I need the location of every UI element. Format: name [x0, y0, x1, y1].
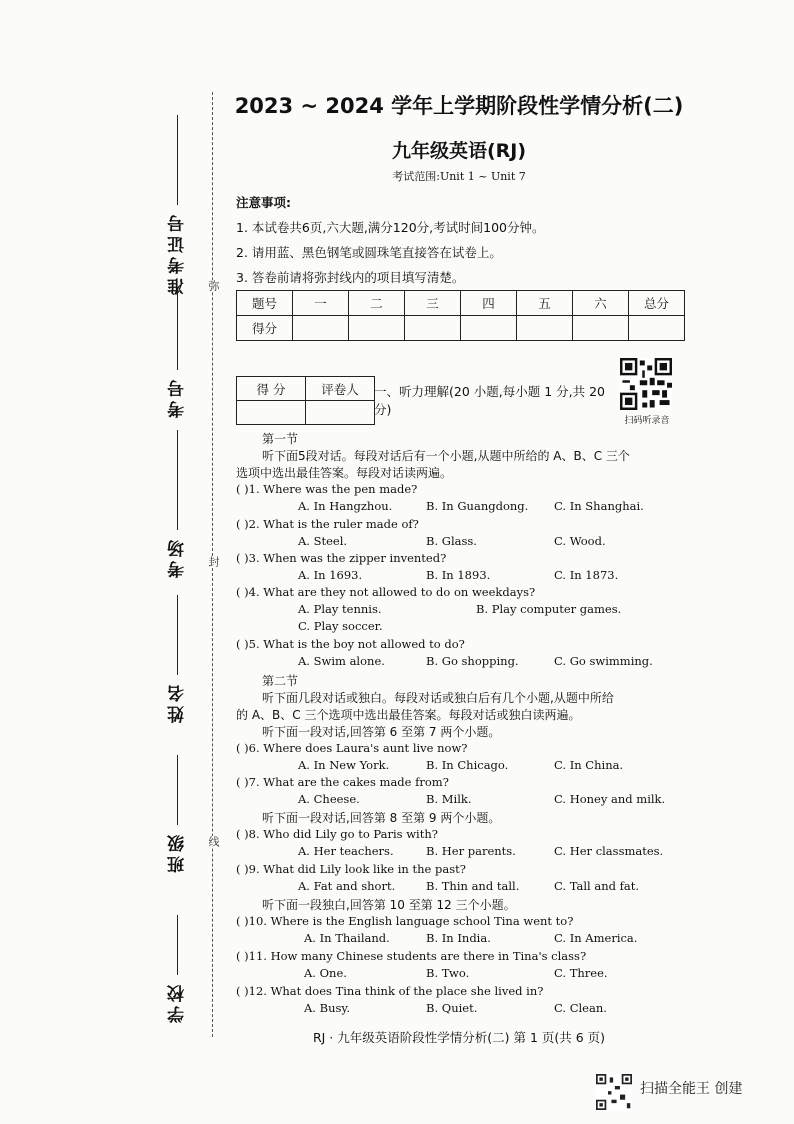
score-cell[interactable]: [405, 316, 461, 341]
field-label: 考号: [167, 376, 188, 418]
option-a[interactable]: A. Busy.: [304, 1001, 350, 1015]
option-c[interactable]: C. In Shanghai.: [554, 499, 644, 513]
page-footer: RJ · 九年级英语阶段性学情分析(二) 第 1 页(共 6 页): [312, 1030, 606, 1045]
sub-intro: 听下面一段对话,回答第 6 至第 7 两个小题。: [262, 725, 501, 739]
field-label: 准考证号: [167, 211, 188, 295]
question-11: ( )11. How many Chinese students are there in Tina's class?: [236, 949, 587, 963]
field-name[interactable]: [160, 595, 194, 729]
question-7: ( )7. What are the cakes made from?: [236, 775, 449, 789]
notes-heading: 注意事项:: [236, 195, 291, 210]
question-6: ( )6. Where does Laura's aunt live now?: [236, 741, 468, 755]
option-c[interactable]: C. Three.: [554, 966, 608, 980]
part-heading: 第二节: [262, 674, 299, 688]
field-exam-number[interactable]: [160, 290, 194, 424]
option-a[interactable]: A. Play tennis.: [298, 602, 382, 616]
score-header-cell: 五: [517, 291, 573, 316]
score-cell[interactable]: [629, 316, 685, 341]
seal-char: 封: [207, 556, 220, 567]
question-2: ( )2. What is the ruler made of?: [236, 517, 419, 531]
field-class[interactable]: [160, 755, 194, 879]
part-intro: 选项中选出最佳答案。每段对话读两遍。: [236, 466, 453, 480]
question-3: ( )3. When was the zipper invented?: [236, 551, 447, 565]
option-b[interactable]: B. Go shopping.: [426, 654, 519, 668]
score-cell[interactable]: [293, 316, 349, 341]
score-header-cell: 六: [573, 291, 629, 316]
option-b[interactable]: B. In India.: [426, 931, 491, 945]
seal-char: 线: [207, 836, 220, 847]
scanner-watermark: 扫描全能王 创建: [640, 1081, 743, 1097]
option-c[interactable]: C. In China.: [554, 758, 624, 772]
option-c[interactable]: C. Clean.: [554, 1001, 607, 1015]
option-a[interactable]: A. In Hangzhou.: [298, 499, 393, 513]
question-8: ( )8. Who did Lily go to Paris with?: [236, 827, 438, 841]
part-intro: 听下面5段对话。每段对话后有一个小题,从题中所给的 A、B、C 三个: [262, 449, 630, 463]
option-b[interactable]: B. Quiet.: [426, 1001, 478, 1015]
score-header-cell: 四: [461, 291, 517, 316]
option-b[interactable]: B. Milk.: [426, 792, 472, 806]
grader-reviewer-cell[interactable]: [306, 401, 375, 425]
question-10: ( )10. Where is the English language school Tina went to?: [236, 914, 574, 928]
note-item: 2. 请用蓝、黑色钢笔或圆珠笔直接答在试卷上。: [236, 245, 502, 260]
option-c[interactable]: C. Play soccer.: [298, 619, 383, 633]
sub-intro: 听下面一段对话,回答第 8 至第 9 两个小题。: [262, 811, 501, 825]
option-a[interactable]: A. In Thailand.: [304, 931, 390, 945]
option-a[interactable]: A. Swim alone.: [298, 654, 385, 668]
option-a[interactable]: A. Her teachers.: [298, 844, 394, 858]
score-header-cell: 三: [405, 291, 461, 316]
scanner-qr-icon: [596, 1074, 632, 1110]
score-cell[interactable]: [517, 316, 573, 341]
question-4: ( )4. What are they not allowed to do on weekdays?: [236, 585, 536, 599]
option-c[interactable]: C. In 1873.: [554, 568, 619, 582]
score-header-cell: 二: [349, 291, 405, 316]
note-item: 3. 答卷前请将弥封线内的项目填写清楚。: [236, 270, 465, 285]
question-9: ( )9. What did Lily look like in the past?: [236, 862, 466, 876]
option-c[interactable]: C. Wood.: [554, 534, 606, 548]
qr-code-icon[interactable]: [620, 358, 672, 410]
grader-reviewer-label: 评卷人: [306, 377, 375, 401]
exam-scope: 考试范围:Unit 1 ~ Unit 7: [392, 170, 526, 183]
field-exam-room[interactable]: [160, 430, 194, 584]
page-title: 2023 ~ 2024 学年上学期阶段性学情分析(二): [234, 94, 684, 118]
option-a[interactable]: A. In New York.: [298, 758, 390, 772]
score-header-cell: 总分: [629, 291, 685, 316]
seal-char: 弥: [207, 280, 220, 291]
part-heading: 第一节: [262, 432, 299, 446]
part-intro: 听下面几段对话或独白。每段对话或独白后有几个小题,从题中所给: [262, 691, 614, 705]
sub-intro: 听下面一段独白,回答第 10 至第 12 三个小题。: [262, 898, 516, 912]
notes: [236, 190, 545, 290]
section-title: 一、听力理解(20 小题,每小题 1 分,共 20 分): [374, 384, 605, 417]
option-b[interactable]: B. In Guangdong.: [426, 499, 529, 513]
score-header-cell: 一: [293, 291, 349, 316]
option-c[interactable]: C. Tall and fat.: [554, 879, 640, 893]
question-1: ( )1. Where was the pen made?: [236, 482, 418, 496]
option-a[interactable]: A. Steel.: [298, 534, 348, 548]
score-table: [236, 290, 685, 341]
score-row-label: 得分: [237, 316, 293, 341]
score-cell[interactable]: [349, 316, 405, 341]
option-b[interactable]: B. In 1893.: [426, 568, 491, 582]
field-label: 学校: [167, 981, 188, 1023]
field-exam-id[interactable]: [160, 115, 194, 301]
part-intro: 的 A、B、C 三个选项中选出最佳答案。每段对话或独白读两遍。: [236, 708, 581, 722]
option-a[interactable]: A. Fat and short.: [298, 879, 396, 893]
question-12: ( )12. What does Tina think of the place she lived in?: [236, 984, 544, 998]
page-subtitle: 九年级英语(RJ): [391, 140, 527, 162]
score-header-cell: 题号: [237, 291, 293, 316]
field-label: 考场: [167, 536, 188, 578]
option-b[interactable]: B. In Chicago.: [426, 758, 509, 772]
option-c[interactable]: C. Honey and milk.: [554, 792, 666, 806]
option-c[interactable]: C. Go swimming.: [554, 654, 653, 668]
option-b[interactable]: B. Play computer games.: [476, 602, 622, 616]
listening-section: [236, 430, 686, 1020]
field-school[interactable]: [160, 915, 194, 1029]
grader-table: [236, 376, 375, 425]
score-cell[interactable]: [573, 316, 629, 341]
field-label: 班级: [167, 831, 188, 873]
note-item: 1. 本试卷共6页,六大题,满分120分,考试时间100分钟。: [236, 220, 545, 235]
option-b[interactable]: B. Her parents.: [426, 844, 516, 858]
option-b[interactable]: B. Thin and tall.: [426, 879, 520, 893]
field-label: 姓名: [167, 681, 188, 723]
option-c[interactable]: C. In America.: [554, 931, 638, 945]
binding-strip: [150, 95, 220, 1045]
grader-score-label: 得 分: [237, 377, 306, 401]
score-cell[interactable]: [461, 316, 517, 341]
option-b[interactable]: B. Glass.: [426, 534, 477, 548]
question-5: ( )5. What is the boy not allowed to do?: [236, 637, 465, 651]
option-a[interactable]: A. In 1693.: [298, 568, 363, 582]
option-a[interactable]: A. Cheese.: [298, 792, 360, 806]
option-c[interactable]: C. Her classmates.: [554, 844, 664, 858]
grader-score-cell[interactable]: [237, 401, 306, 425]
qr-caption: 扫码听录音: [624, 416, 670, 426]
option-a[interactable]: A. One.: [304, 966, 347, 980]
option-b[interactable]: B. Two.: [426, 966, 470, 980]
